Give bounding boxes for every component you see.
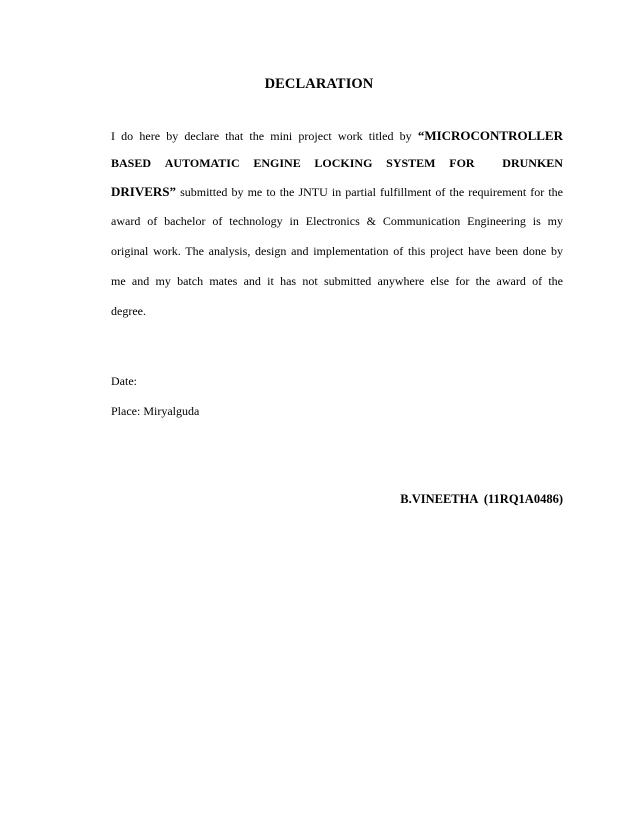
date-label: Date: (111, 374, 137, 388)
project-title-word: LOCKING (314, 156, 373, 170)
place-label: Place: Miryalguda (111, 404, 200, 418)
paragraph-line-5: original work. The analysis, design and implementation of this project have been done by (111, 244, 563, 258)
paragraph-line-3 (111, 184, 563, 200)
paragraph-line-7: degree. (111, 304, 146, 318)
project-title-word: BASED (111, 156, 152, 170)
paragraph-line-1 (111, 128, 563, 144)
project-title-word: FOR (449, 156, 475, 170)
project-title-word: SYSTEM (386, 156, 436, 170)
paragraph-line-6: me and my batch mates and it has not submitted anywhere else for the award of the (111, 274, 563, 288)
project-title-part-3: DRIVERS” (111, 184, 177, 199)
page-title: DECLARATION (264, 76, 374, 92)
paragraph-line-1-text: I do here by declare that the mini project work titled by (111, 129, 412, 143)
paragraph-line-4: award of bachelor of technology in Electronics & Communication Engineering is my (111, 214, 563, 228)
signature: B.VINEETHA (11RQ1A0486) (400, 492, 563, 506)
paragraph-line-2 (111, 156, 563, 171)
project-title-word: AUTOMATIC (164, 156, 240, 170)
project-title-part-1: “MICROCONTROLLER (417, 128, 563, 143)
project-title-word: ENGINE (253, 156, 301, 170)
paragraph-line-3-text: submitted by me to the JNTU in partial fulfillment of the requirement for the (180, 185, 564, 199)
project-title-word: DRUNKEN (502, 156, 563, 170)
